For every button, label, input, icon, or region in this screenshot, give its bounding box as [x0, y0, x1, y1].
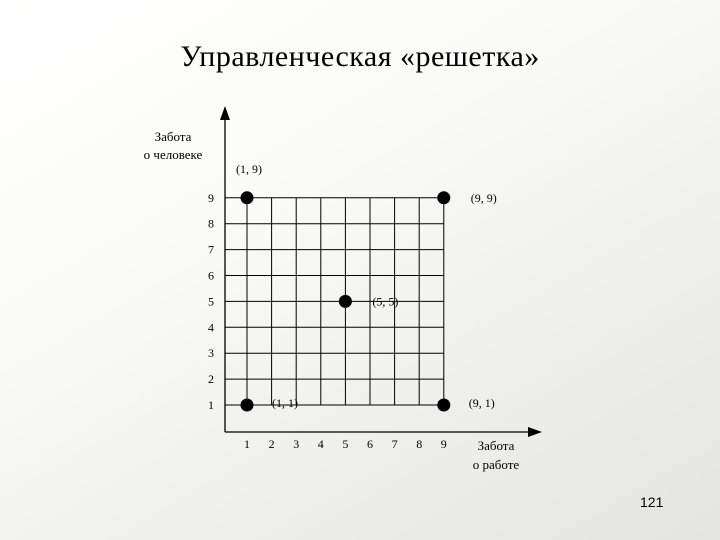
- y-tick-label: 9: [208, 190, 214, 205]
- x-axis-arrow-icon: [528, 427, 542, 437]
- data-point-label: (1, 1): [272, 396, 298, 410]
- y-tick-label: 5: [208, 294, 214, 309]
- data-point-label: (1, 9): [236, 161, 262, 176]
- x-tick-label: 7: [391, 437, 398, 451]
- data-point: [241, 191, 254, 204]
- x-tick-label: 2: [268, 437, 275, 451]
- data-point-label: (9, 9): [470, 190, 497, 205]
- y-tick-label: 7: [208, 242, 214, 257]
- y-tick-label: 6: [208, 268, 214, 283]
- x-tick-label: 9: [440, 437, 447, 451]
- y-axis-label-line1: Забота: [154, 129, 192, 144]
- y-tick-label: 3: [208, 346, 214, 361]
- x-tick-label: 5: [342, 437, 349, 451]
- data-points: [236, 162, 497, 412]
- x-tick-label: 1: [244, 437, 250, 451]
- x-tick-label: 4: [317, 437, 324, 451]
- y-tick-label: 4: [208, 320, 214, 335]
- x-tick-label: 8: [416, 437, 423, 451]
- data-point: [437, 399, 450, 412]
- x-axis-label-line2: о работе: [472, 457, 520, 472]
- data-point: [241, 399, 254, 412]
- data-point-label: (5, 5): [372, 294, 399, 309]
- data-point: [339, 295, 352, 308]
- data-point: [437, 191, 450, 204]
- data-point-label: (9, 1): [468, 396, 495, 410]
- x-tick-label: 3: [293, 437, 300, 451]
- y-tick-label: 8: [208, 216, 214, 231]
- x-tick-label: 6: [367, 437, 373, 451]
- x-axis-label-line1: Забота: [477, 438, 515, 453]
- y-axis-label-line2: о человеке: [143, 147, 203, 162]
- axes: [220, 106, 542, 437]
- y-tick-label: 1: [208, 398, 214, 412]
- page-number: 121: [640, 494, 664, 510]
- y-axis-arrow-icon: [220, 106, 230, 120]
- y-tick-label: 2: [208, 372, 214, 387]
- grid-lines: [225, 198, 444, 405]
- tick-labels: [208, 191, 447, 451]
- slide-title: Управленческая «решетка»: [180, 40, 540, 73]
